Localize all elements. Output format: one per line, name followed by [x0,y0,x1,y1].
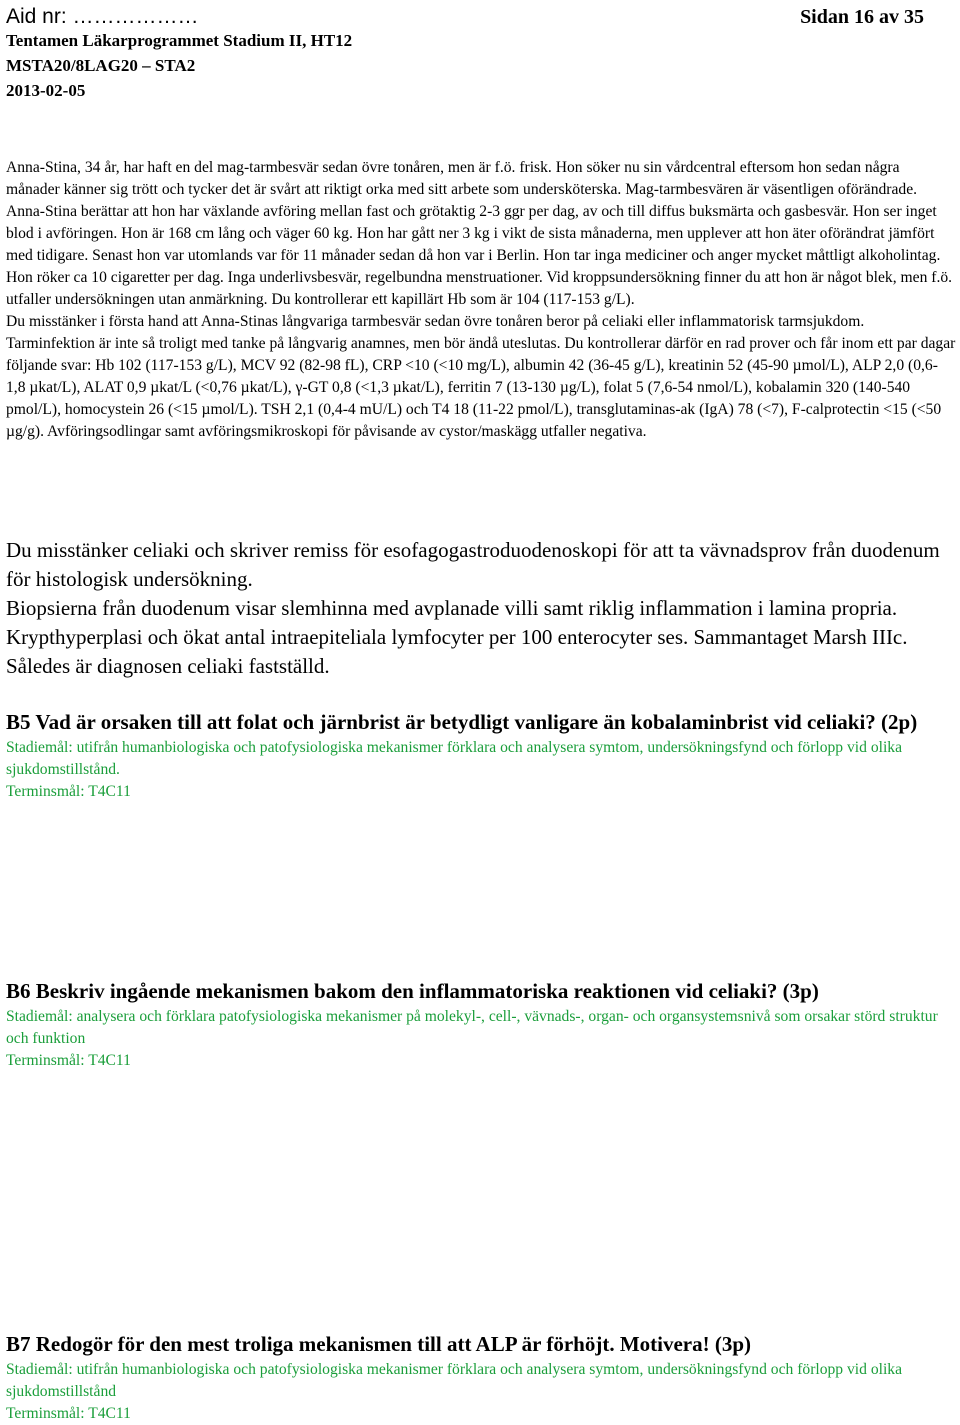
question-b7 [6,1330,956,1425]
question-title: B6 Beskriv ingående mekanismen bakom den inflammatoriska reaktionen vid celiaki? (3p) [6,979,819,1003]
terminsmal-text: Terminsmål: T4C11 [6,783,131,800]
course-code: MSTA20/8LAG20 – STA2 [6,56,196,75]
page-header [6,6,924,103]
stadiemal-text: Stadiemål: analysera och förklara patofysiologiska mekanismer på molekyl-, cell-, vävnads-, organ- och organsystemsnivå som orsakar störd struktur och funktion [6,1008,938,1047]
aid-number: Aid nr: ……………… [6,5,199,28]
case-paragraph-2: Du misstänker i första hand att Anna-Stinas långvariga tarmbesvär sedan övre tonåren beror på celiaki eller inflammatorisk tarmsjukdom. Tarminfektion är inte så troligt med tanke på långvarig anamnes, men bör ändå uteslutas. Du kontrollerar därför en rad prover och får inom ett par dagar följande svar: Hb 102 (117-153 g/L), MCV 92 (82-98 fL), CRP <10 (<10 mg/L), albumin 42 (36-45 g/L), kreatinin 52 (45-90 µmol/L), ALP 2,0 (0,6-1,8 µkat/L), ALAT 0,9 µkat/L (<0,76 µkat/L), γ-GT 0,8 (<1,3 µkat/L), ferritin 7 (13-130 µg/L), folat 5 (7,6-54 nmol/L), kobalamin 320 (140-540 pmol/L), homocystein 26 (<15 µmol/L). TSH 2,1 (0,4-4 mU/L) och T4 18 (11-22 pmol/L), transglutaminas-ak (IgA) 78 (<7), F-calprotectin <15 (<50 µg/g). Avföringsodlingar samt avföringsmikroskopi för påvisande av cystor/maskägg utfaller negativa. [6,313,956,440]
question-b5 [6,708,956,803]
biopsy-section [6,536,956,681]
terminsmal-text: Terminsmål: T4C11 [6,1052,131,1069]
case-description [6,157,956,443]
terminsmal-text: Terminsmål: T4C11 [6,1405,131,1422]
case-paragraph-1: Anna-Stina, 34 år, har haft en del mag-tarmbesvär sedan övre tonåren, men är f.ö. frisk. Hon söker nu sin vårdcentral eftersom hon sedan några månader känner sig trött och tycker det är svårt att riktigt orka med sitt arbete som undersköterska. Mag-tarmbesvären är väsentligen oförändrade. Anna-Stina berättar att hon har växlande avföring mellan fast och grötaktig 2-3 ggr per dag, av och till diffus buksmärta och gasbesvär. Hon ser inget blod i avföringen. Hon är 168 cm lång och väger 60 kg. Hon har gått ner 3 kg i vikt de sista månaderna, men upplever att hon äter oförändrat jämfört med tidigare. Senast hon var utomlands var för 11 månader sedan då hon var i Berlin. Hon tar inga mediciner och anger mycket måttligt alkoholintag. Hon röker ca 10 cigaretter per dag. Inga underlivsbesvär, regelbundna menstruationer. Vid kroppsundersökning finner du att hon är något blek, men f.ö. utfaller undersökningen utan anmärkning. Du kontrollerar ett kapillärt Hb som är 104 (117-153 g/L). [6,159,953,308]
stadiemal-text: Stadiemål: utifrån humanbiologiska och patofysiologiska mekanismer förklara och analysera symtom, undersökningsfynd och förlopp vid olika sjukdomstillstånd [6,1361,903,1400]
biopsy-paragraph-1: Du misstänker celiaki och skriver remiss för esofagogastroduodenoskopi för att ta vävnadsprov från duodenum för histologisk undersökning. [6,538,940,591]
biopsy-paragraph-2: Biopsierna från duodenum visar slemhinna med avplanade villi samt riklig inflammation i lamina propria. Krypthyperplasi och ökat antal intraepiteliala lymfocyter per 100 enterocyter ses. Sammantaget Marsh IIIc. Således är diagnosen celiaki fastställd. [6,596,908,678]
exam-title: Tentamen Läkarprogrammet Stadium II, HT12 [6,31,353,50]
question-title: B7 Redogör för den mest troliga mekanismen till att ALP är förhöjt. Motivera! (3p) [6,1332,752,1356]
question-b6 [6,977,956,1072]
stadiemal-text: Stadiemål: utifrån humanbiologiska och patofysiologiska mekanismer förklara och analysera symtom, undersökningsfynd och förlopp vid olika sjukdomstillstånd. [6,739,903,778]
question-title: B5 Vad är orsaken till att folat och järnbrist är betydligt vanligare än kobalaminbrist vid celiaki? (2p) [6,710,918,734]
exam-date: 2013-02-05 [6,81,86,100]
page-number: Sidan 16 av 35 [800,6,924,28]
